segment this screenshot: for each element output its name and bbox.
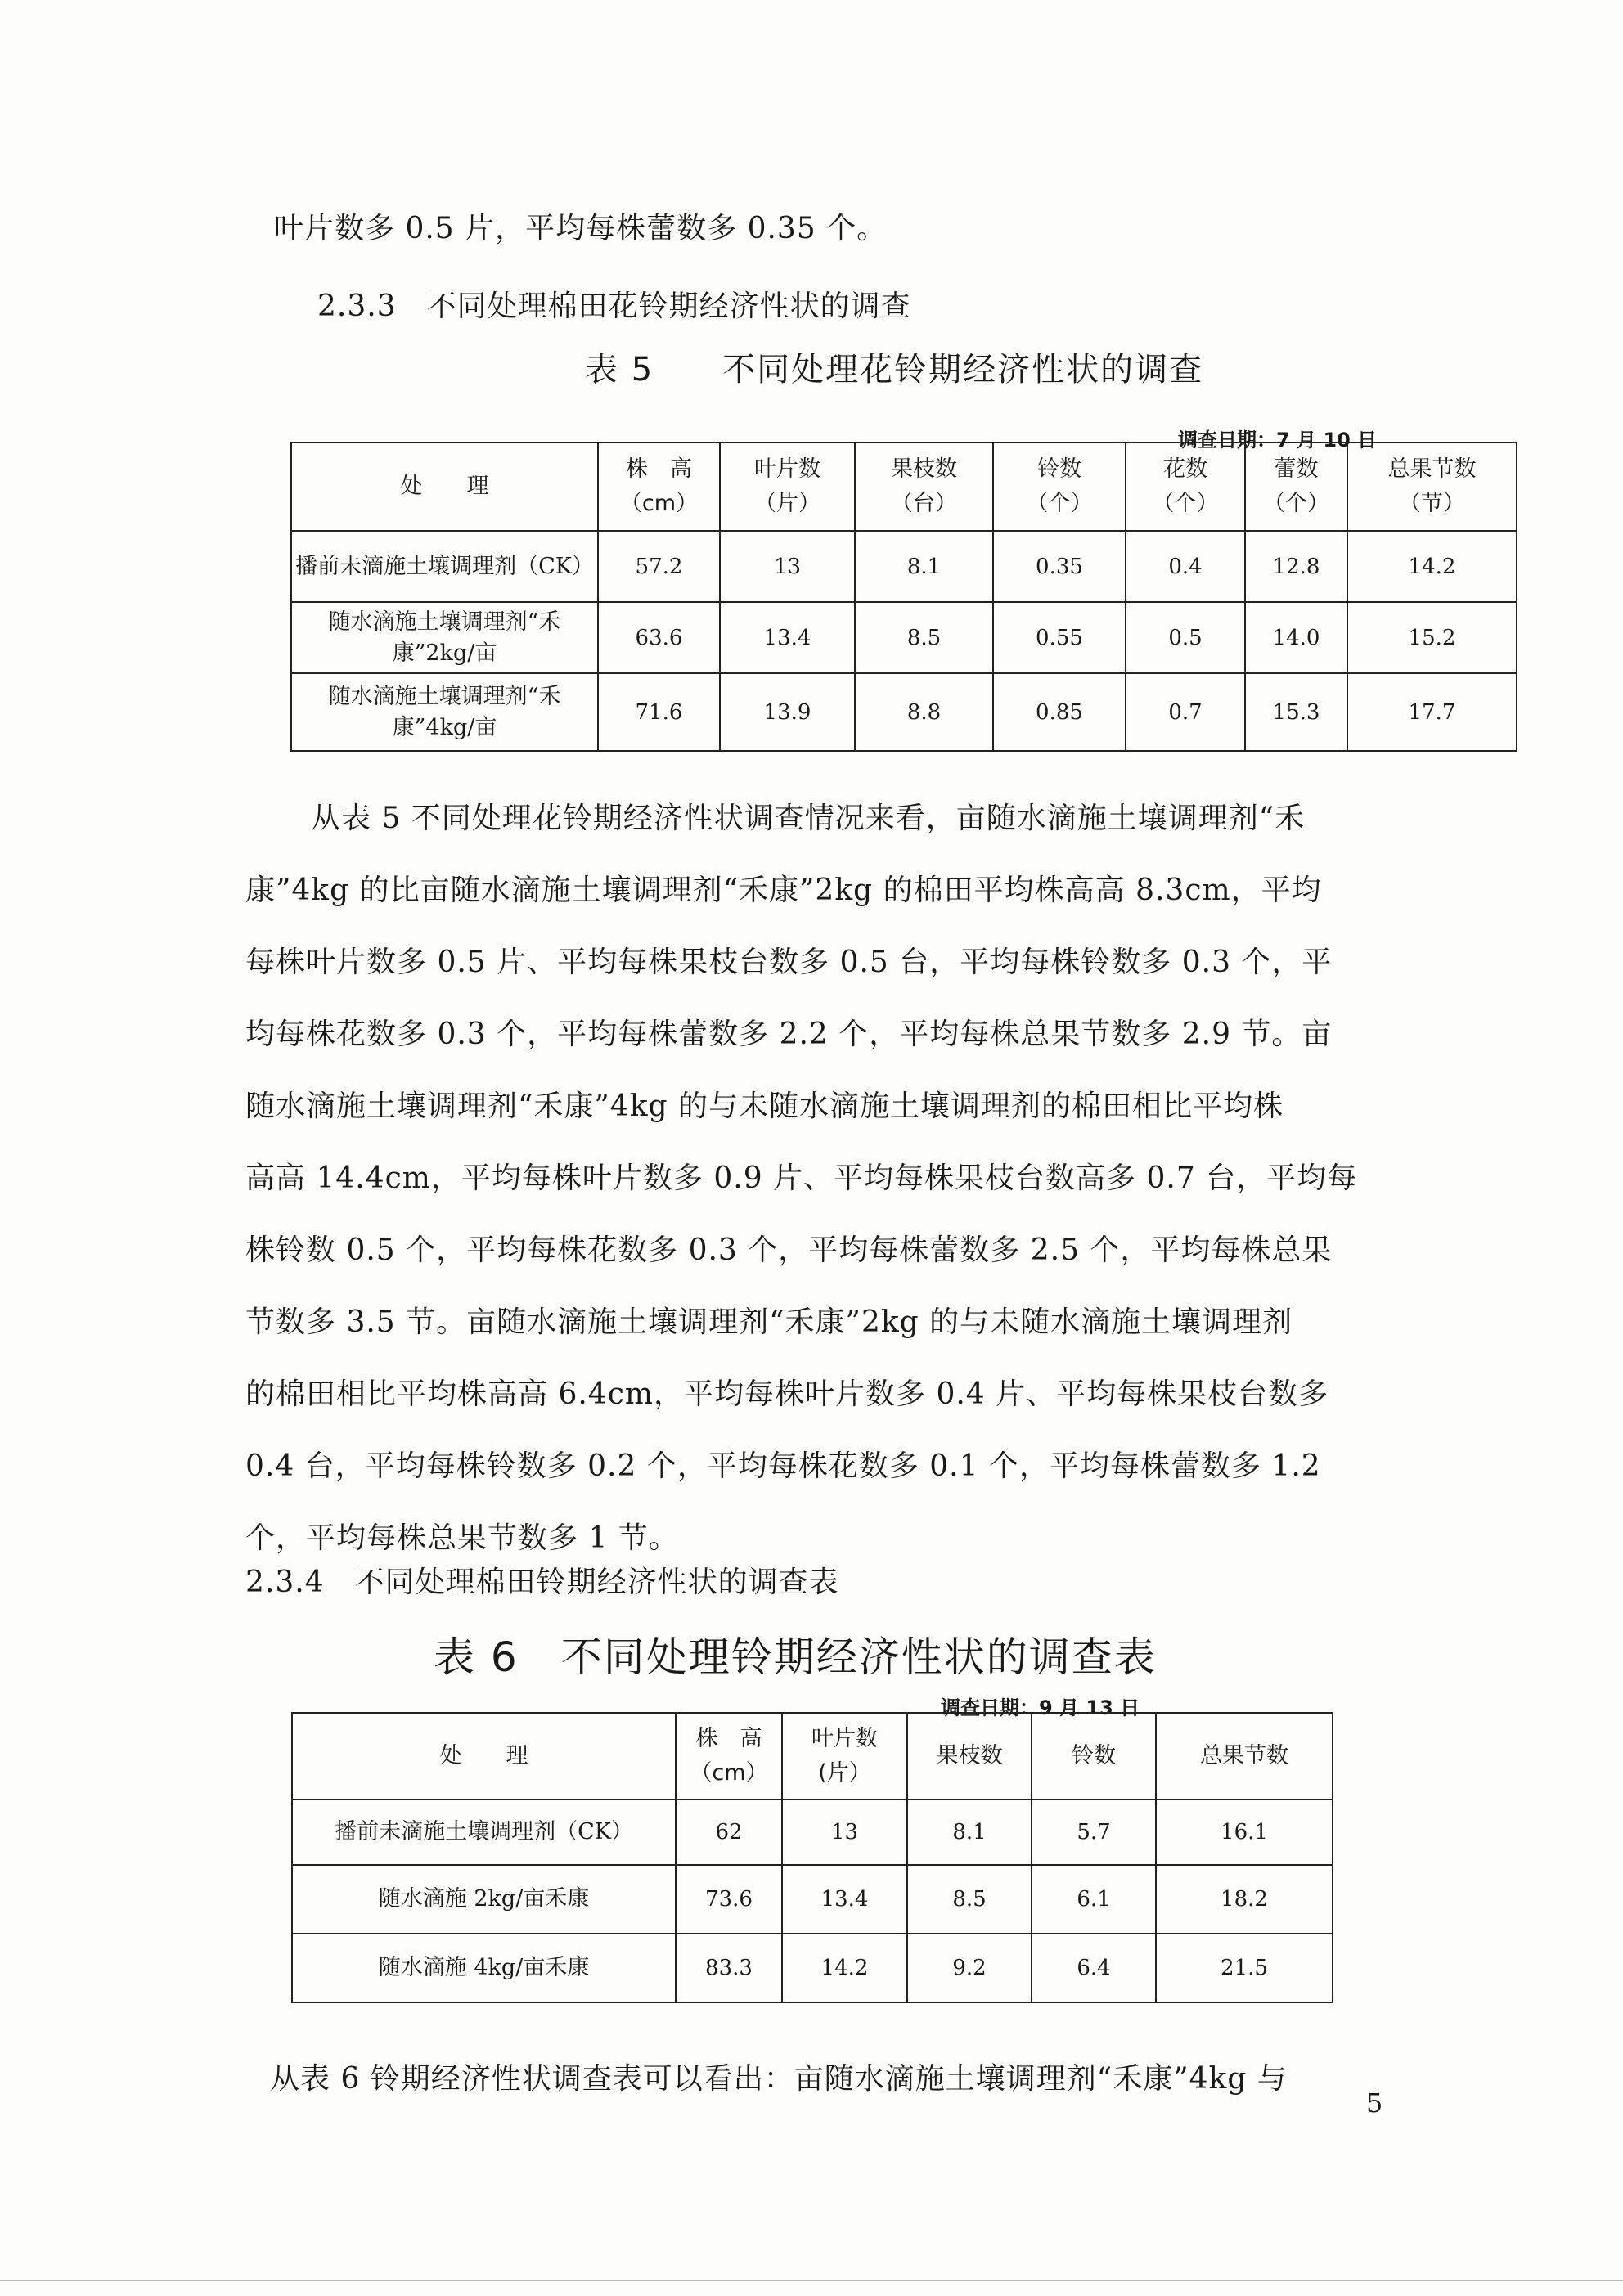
table5-row-label: 随水滴施土壤调理剂“禾康”4kg/亩	[291, 673, 598, 751]
table5-header-flowers: 花数 （个）	[1126, 443, 1245, 531]
table-cell: 8.8	[855, 673, 993, 751]
table6-header-leaves: 叶片数 (片）	[782, 1713, 907, 1800]
table-cell: 57.2	[598, 531, 720, 602]
table-cell: 0.5	[1126, 602, 1245, 673]
table-cell: 83.3	[676, 1934, 782, 2002]
paragraph-line: 株铃数 0.5 个，平均每株花数多 0.3 个，平均每株蕾数多 2.5 个，平均每株总果	[245, 1233, 1333, 1267]
paragraph-line: 均每株花数多 0.3 个，平均每株蕾数多 2.2 个，平均每株总果节数多 2.9 节。亩	[245, 1018, 1333, 1051]
table-cell: 13.4	[782, 1865, 907, 1934]
paragraph-line: 康”4kg 的比亩随水滴施土壤调理剂“禾康”2kg 的棉田平均株高高 8.3cm，平均	[245, 874, 1322, 907]
table-cell: 15.3	[1245, 673, 1347, 751]
table-cell: 15.2	[1347, 602, 1517, 673]
table-cell: 63.6	[598, 602, 720, 673]
table5-header-height: 株 高 （cm）	[598, 443, 720, 531]
table-row	[291, 673, 1517, 751]
paragraph-line: 高高 14.4cm，平均每株叶片数多 0.9 片、平均每株果枝台数高多 0.7 台，平均每	[245, 1161, 1358, 1195]
table-cell: 0.55	[993, 602, 1126, 673]
table5-header-bolls: 铃数 （个）	[993, 443, 1126, 531]
section-heading-2-3-3: 2.3.3 不同处理棉田花铃期经济性状的调查	[317, 290, 911, 323]
table6-title: 表 6 不同处理铃期经济性状的调查表	[434, 1633, 1157, 1681]
table-cell: 6.1	[1032, 1865, 1156, 1934]
table5-row-label: 播前未滴施土壤调理剂（CK）	[291, 531, 598, 602]
table-cell: 8.1	[855, 531, 993, 602]
table5-header-buds: 蕾数 （个）	[1245, 443, 1347, 531]
table-row	[291, 602, 1517, 673]
table5-row-label: 随水滴施土壤调理剂“禾康”2kg/亩	[291, 602, 598, 673]
table6-header-bolls: 铃数	[1032, 1713, 1156, 1800]
table5-header-leaves: 叶片数 （片）	[720, 443, 855, 531]
table5-header-fruit-branches: 果枝数 （台）	[855, 443, 993, 531]
table-cell: 6.4	[1032, 1934, 1156, 2002]
table-row	[292, 1865, 1333, 1934]
table-cell: 8.5	[907, 1865, 1032, 1934]
paragraph-line: 0.4 台，平均每株铃数多 0.2 个，平均每株花数多 0.1 个，平均每株蕾数多 1.2	[245, 1449, 1321, 1483]
table-cell: 14.2	[782, 1934, 907, 2002]
table6-header-treatment: 处 理	[292, 1713, 676, 1800]
table-cell: 0.7	[1126, 673, 1245, 751]
table-cell: 13	[720, 531, 855, 602]
table6-row-label: 播前未滴施土壤调理剂（CK）	[292, 1800, 676, 1865]
paragraph-line: 节数多 3.5 节。亩随水滴施土壤调理剂“禾康”2kg 的与未随水滴施土壤调理剂	[245, 1305, 1293, 1339]
table6-header-height: 株 高 （cm）	[676, 1713, 782, 1800]
table-cell: 13	[782, 1800, 907, 1865]
table-cell: 73.6	[676, 1865, 782, 1934]
table-cell: 21.5	[1156, 1934, 1333, 2002]
paragraph-line: 个，平均每株总果节数多 1 节。	[245, 1521, 679, 1555]
table6-date: 调查日期：9 月 13 日	[941, 1696, 1140, 1719]
table5	[290, 442, 1517, 752]
table-cell: 13.4	[720, 602, 855, 673]
table5-header-fruit-nodes: 总果节数 （节）	[1347, 443, 1517, 531]
table6-header-fruit-branches: 果枝数	[907, 1713, 1032, 1800]
table-row	[291, 531, 1517, 602]
scan-edge-divider	[0, 2280, 1623, 2281]
table-cell: 5.7	[1032, 1800, 1156, 1865]
table-cell: 0.4	[1126, 531, 1245, 602]
paragraph-line: 随水滴施土壤调理剂“禾康”4kg 的与未随水滴施土壤调理剂的棉田相比平均株	[245, 1090, 1284, 1123]
table6	[291, 1712, 1333, 2003]
page-number: 5	[1366, 2087, 1383, 2119]
table6-header-fruit-nodes: 总果节数	[1156, 1713, 1333, 1800]
table-cell: 13.9	[720, 673, 855, 751]
table-cell: 14.2	[1347, 531, 1517, 602]
table-cell: 0.85	[993, 673, 1126, 751]
paragraph-line: 的棉田相比平均株高高 6.4cm，平均每株叶片数多 0.4 片、平均每株果枝台数多	[245, 1377, 1329, 1411]
table5-date: 调查日期：7 月 10 日	[1178, 429, 1378, 452]
table-cell: 16.1	[1156, 1800, 1333, 1865]
table6-row-label: 随水滴施 2kg/亩禾康	[292, 1865, 676, 1934]
table-row	[292, 1934, 1333, 2002]
table6-row-label: 随水滴施 4kg/亩禾康	[292, 1934, 676, 2002]
table-cell: 12.8	[1245, 531, 1347, 602]
closing-line: 从表 6 铃期经济性状调查表可以看出：亩随水滴施土壤调理剂“禾康”4kg 与	[270, 2062, 1288, 2096]
table-cell: 17.7	[1347, 673, 1517, 751]
table-cell: 62	[676, 1800, 782, 1865]
table-cell: 18.2	[1156, 1865, 1333, 1934]
table-cell: 14.0	[1245, 602, 1347, 673]
table-cell: 8.1	[907, 1800, 1032, 1865]
table5-header-row	[291, 443, 1517, 531]
paragraph-line: 每株叶片数多 0.5 片、平均每株果枝台数多 0.5 台，平均每株铃数多 0.3 个，平	[245, 946, 1333, 979]
table5-title: 表 5 不同处理花铃期经济性状的调查	[585, 351, 1204, 389]
section-heading-2-3-4: 2.3.4 不同处理棉田铃期经济性状的调查表	[245, 1566, 839, 1599]
table6-header-row	[292, 1713, 1333, 1800]
table-cell: 8.5	[855, 602, 993, 673]
table-cell: 71.6	[598, 673, 720, 751]
paragraph-line: 从表 5 不同处理花铃期经济性状调查情况来看，亩随水滴施土壤调理剂“禾	[311, 802, 1306, 835]
table-cell: 0.35	[993, 531, 1126, 602]
intro-line: 叶片数多 0.5 片，平均每株蕾数多 0.35 个。	[274, 212, 888, 245]
table-row	[292, 1800, 1333, 1865]
table-cell: 9.2	[907, 1934, 1032, 2002]
table5-header-treatment: 处 理	[291, 443, 598, 531]
